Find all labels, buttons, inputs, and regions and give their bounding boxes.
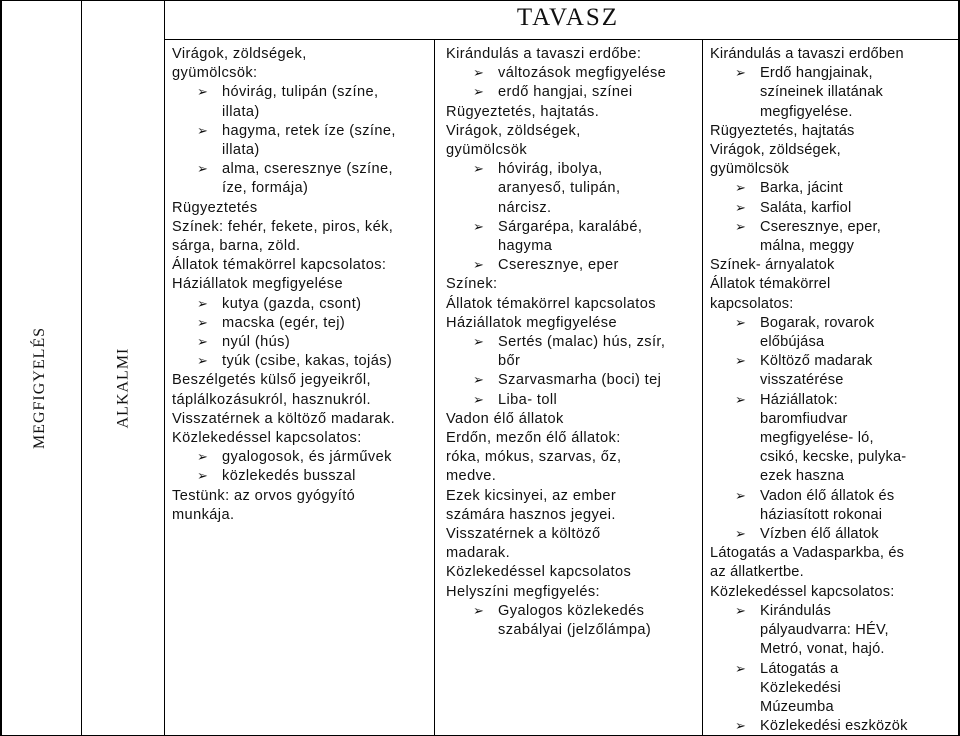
text-line: szabályai (jelzőlámpa)	[498, 622, 652, 639]
text-line: az állatkertbe.	[710, 564, 804, 581]
text-line: nárcisz.	[498, 199, 552, 216]
text-line: medve.	[446, 468, 497, 485]
bullet-item: ➢ nyúl (hús)	[222, 333, 396, 352]
text-line: táplálkozásukról, hasznukról.	[172, 391, 371, 408]
bullet-item: ➢ Liba- toll	[498, 391, 666, 410]
bullet-item: ➢ Barka, jácint	[760, 179, 908, 198]
bullet-item: ➢ Bogarak, rovarok	[760, 314, 908, 333]
divider-3	[434, 40, 435, 736]
bullet-item: ➢ Sertés (malac) hús, zsír,	[498, 333, 666, 352]
text-line: számára hasznos jegyei.	[446, 506, 616, 523]
header-line	[164, 39, 958, 40]
bullet-item: ➢ Cseresznye, eper,	[760, 218, 908, 237]
text-line: Állatok témakörrel kapcsolatos:	[172, 257, 387, 274]
bullet-item: ➢ Saláta, karfiol	[760, 199, 908, 218]
text-line: Helyszíni megfigyelés:	[446, 583, 600, 600]
text-line: gyümölcsök	[446, 142, 528, 159]
text-line: Közlekedéssel kapcsolatos	[446, 564, 632, 581]
side-label-megfigyeles: MEGFIGYELÉS	[31, 326, 49, 450]
text-line: illata)	[222, 142, 260, 159]
text-line: Rügyeztetés, hajtatás.	[446, 103, 600, 120]
text-line: Kirándulás a tavaszi erdőben	[710, 46, 904, 62]
bullet-item: ➢ gyalogosok, és járművek	[222, 448, 396, 467]
text-line: róka, mókus, szarvas, őz,	[446, 449, 622, 466]
bullet-item: ➢ Gyalogos közlekedés	[498, 602, 666, 621]
divider-2	[164, 0, 165, 736]
side-label-megfigyeles-cell	[0, 40, 81, 736]
text-line: kapcsolatos:	[710, 295, 794, 312]
bullet-item: ➢ erdő hangjai, színei	[498, 83, 666, 102]
text-line: megfigyelése.	[760, 103, 853, 120]
text-line: színeinek illatának	[760, 84, 884, 101]
text-line: Állatok témakörrel	[710, 276, 831, 293]
text-line: Háziállatok megfigyelése	[446, 314, 618, 331]
bullet-item: ➢ Erdő hangjainak,	[760, 64, 908, 83]
bullet-item: ➢ Cseresznye, eper	[498, 256, 666, 275]
bullet-item: ➢ macska (egér, tej)	[222, 314, 396, 333]
column-3	[710, 45, 908, 736]
text-line: bőr	[498, 353, 521, 370]
text-line: munkája.	[172, 506, 235, 523]
border-top	[0, 0, 960, 1]
text-line: madarak.	[446, 545, 511, 562]
bullet-item: ➢ Kirándulás	[760, 602, 908, 621]
text-line: pályaudvarra: HÉV,	[760, 622, 889, 639]
divider-4	[702, 40, 703, 736]
text-line: megfigyelése- ló,	[760, 430, 874, 447]
column-1	[172, 45, 396, 525]
text-line: Rügyeztetés, hajtatás	[710, 122, 855, 139]
text-line: Látogatás a Vadasparkba, és	[710, 545, 905, 562]
text-line: Színek:	[446, 276, 498, 293]
text-line: gyümölcsök	[710, 161, 790, 178]
text-line: Vadon élő állatok	[446, 410, 564, 427]
page-title: TAVASZ	[516, 4, 620, 31]
text-line: előbújása	[760, 334, 825, 351]
text-line: Kirándulás a tavaszi erdőbe:	[446, 46, 642, 62]
column-2	[446, 45, 666, 640]
text-line: málna, meggy	[760, 238, 855, 255]
text-line: sárga, barna, zöld.	[172, 238, 301, 255]
text-line: Testünk: az orvos gyógyító	[172, 487, 356, 504]
bullet-item: ➢ Sárgarépa, karalábé,	[498, 218, 666, 237]
bullet-item: ➢ alma, cseresznye (színe,	[222, 160, 396, 179]
side-label-alkalmi-cell	[82, 40, 164, 736]
bullet-item: ➢ Vízben élő állatok	[760, 525, 908, 544]
bullet-item: ➢ Látogatás a	[760, 660, 908, 679]
text-line: Színek- árnyalatok	[710, 257, 835, 274]
bullet-item: ➢ Háziállatok:	[760, 391, 908, 410]
text-line: Múzeumba	[760, 698, 834, 715]
text-line: Beszélgetés külső jegyeikről,	[172, 372, 371, 389]
text-line: visszatérése	[760, 372, 844, 389]
bullet-item: ➢ kutya (gazda, csont)	[222, 295, 396, 314]
text-line: csikó, kecske, pulyka-	[760, 449, 907, 466]
text-line: Állatok témakörrel kapcsolatos	[446, 295, 656, 312]
text-line: Visszatérnek a költöző madarak.	[172, 410, 396, 427]
text-line: illata)	[222, 103, 260, 120]
text-line: Virágok, zöldségek,	[446, 122, 581, 139]
text-line: Virágok, zöldségek,	[172, 46, 307, 62]
text-line: Színek: fehér, fekete, piros, kék,	[172, 218, 394, 235]
text-line: gyümölcsök:	[172, 65, 258, 82]
bullet-item: ➢ Költöző madarak	[760, 352, 908, 371]
bullet-item: ➢ Szarvasmarha (boci) tej	[498, 371, 666, 390]
text-line: Közlekedéssel kapcsolatos:	[710, 583, 895, 600]
text-line: Háziállatok megfigyelése	[172, 276, 344, 293]
bullet-item: ➢ hóvirág, ibolya,	[498, 160, 666, 179]
bullet-item: ➢ Vadon élő állatok és	[760, 487, 908, 506]
text-line: baromfiudvar	[760, 410, 848, 427]
text-line: háziasított rokonai	[760, 506, 883, 523]
text-line: hagyma	[498, 238, 553, 255]
text-line: Erdőn, mezőn élő állatok:	[446, 430, 621, 447]
bullet-item: ➢ közlekedés busszal	[222, 467, 396, 486]
bullet-item: ➢ hagyma, retek íze (színe,	[222, 122, 396, 141]
text-line: aranyeső, tulipán,	[498, 180, 621, 197]
bullet-item: ➢ tyúk (csibe, kakas, tojás)	[222, 352, 396, 371]
bullet-item: ➢ hóvirág, tulipán (színe,	[222, 83, 396, 102]
text-line: Közlekedési	[760, 679, 841, 696]
text-line: ezek haszna	[760, 468, 845, 485]
text-line: Virágok, zöldségek,	[710, 142, 841, 159]
text-line: Rügyeztetés	[172, 199, 258, 216]
bullet-item: ➢ változások megfigyelése	[498, 64, 666, 83]
side-label-alkalmi: ALKALMI	[113, 347, 131, 429]
text-line: Közlekedéssel kapcsolatos:	[172, 430, 362, 447]
text-line: Visszatérnek a költöző	[446, 526, 601, 543]
text-line: Ezek kicsinyei, az ember	[446, 487, 617, 504]
bullet-item: ➢ Közlekedési eszközök	[760, 717, 908, 736]
text-line: íze, formája)	[222, 180, 309, 197]
text-line: Metró, vonat, hajó.	[760, 641, 885, 658]
